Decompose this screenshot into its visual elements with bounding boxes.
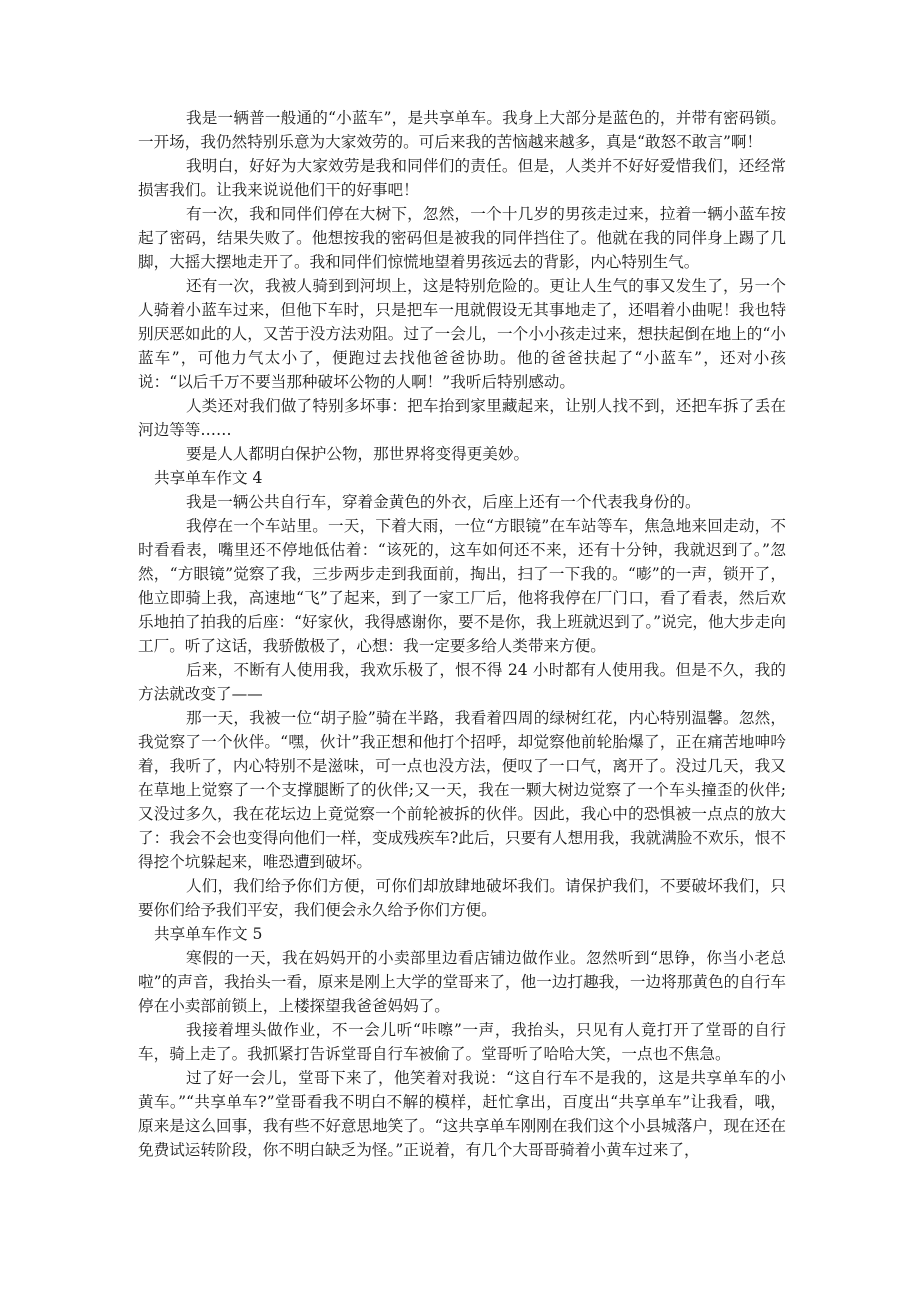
paragraph: 后来，不断有人使用我，我欢乐极了，恨不得 24 小时都有人使用我。但是不久，我的方法就改变了—— (138, 661, 786, 703)
paragraph: 寒假的一天，我在妈妈开的小卖部里边看店铺边做作业。忽然听到“思铮，你当小老总啦”的声音，我抬头一看，原来是刚上大学的堂哥来了，他一边打趣我，一边将那黄色的自行车停在小卖部前锁上，上楼探望我爸爸妈妈了。 (138, 949, 786, 1015)
paragraph: 我接着埋头做作业，不一会儿听“咔嚓”一声，我抬头，只见有人竟打开了堂哥的自行车，骑上走了。我抓紧打告诉堂哥自行车被偷了。堂哥听了哈哈大笑，一点也不焦急。 (138, 1021, 786, 1063)
paragraph: 我是一辆普一般通的“小蓝车”，是共享单车。我身上大部分是蓝色的，并带有密码锁。一开场，我仍然特别乐意为大家效劳的。可后来我的苦恼越来越多，真是“敢怒不敢言”啊！ (138, 109, 786, 151)
paragraph: 我明白，好好为大家效劳是我和同伴们的责任。但是，人类并不好好爱惜我们，还经常损害我们。让我来说说他们干的好事吧！ (138, 157, 786, 199)
paragraph: 要是人人都明白保护公物，那世界将变得更美妙。 (186, 445, 530, 463)
paragraph: 我是一辆公共自行车，穿着金黄色的外衣，后座上还有一个代表我身份的。 (186, 493, 701, 511)
paragraph: 我停在一个车站里。一天，下着大雨，一位“方眼镜”在车站等车，焦急地来回走动，不时看看表，嘴里还不停地低估着：“该死的，这车如何还不来，还有十分钟，我就迟到了。”忽然，“方眼镜”觉察了我，三步两步走到我面前，掏出，扫了一下我的。“嘭”的一声，锁开了，他立即骑上我，高速地“飞”了起来，到了一家工厂后，他将我停在厂门口，看了看表，然后欢乐地拍了拍我的后座：“好家伙，我得感谢你，要不是你，我上班就迟到了。”说完，他大步走向工厂。听了这话，我骄傲极了，心想：我一定要多给人类带来方便。 (138, 517, 786, 655)
section-heading: 共享单车作文 5 (154, 925, 263, 943)
paragraph: 人们，我们给予你们方便，可你们却放肆地破坏我们。请保护我们，不要破坏我们，只要你们给予我们平安，我们便会永久给予你们方便。 (138, 877, 786, 919)
paragraph: 有一次，我和同伴们停在大树下，忽然，一个十几岁的男孩走过来，拉着一辆小蓝车按起了密码，结果失败了。他想按我的密码但是被我的同伴挡住了。他就在我的同伴身上踢了几脚，大摇大摆地走开了。我和同伴们惊慌地望着男孩远去的背影，内心特别生气。 (138, 205, 786, 271)
document-body (138, 106, 786, 1162)
paragraph: 过了好一会儿，堂哥下来了，他笑着对我说：“这自行车不是我的，这是共享单车的小黄车。”“共享单车?”堂哥看我不明白不解的模样，赶忙拿出，百度出“共享单车”让我看，哦，原来是这么回事，我有些不好意思地笑了。“这共享单车刚刚在我们这个小县城落户，现在还在免费试运转阶段，你不明白缺乏为怪。”正说着，有几个大哥哥骑着小黄车过来了， (138, 1069, 786, 1159)
paragraph: 人类还对我们做了特别多坏事：把车抬到家里藏起来，让别人找不到，还把车拆了丢在河边等等…… (138, 397, 786, 439)
paragraph: 那一天，我被一位“胡子脸”骑在半路，我看着四周的绿树红花，内心特别温馨。忽然，我觉察了一个伙伴。“嘿，伙计”我正想和他打个招呼，却觉察他前轮胎爆了，正在痛苦地呻吟着，我听了，内心特别不是滋味，可一点也没方法，便叹了一口气，离开了。没过几天，我又在草地上觉察了一个支撑腿断了的伙伴;又一天，我在一颗大树边觉察了一个车头撞歪的伙伴;又没过多久，我在花坛边上竟觉察一个前轮被拆的伙伴。因此，我心中的恐惧被一点点的放大了：我会不会也变得向他们一样，变成残疾车?此后，只要有人想用我，我就满脸不欢乐，恨不得挖个坑躲起来，唯恐遭到破坏。 (138, 709, 786, 871)
paragraph: 还有一次，我被人骑到到河坝上，这是特别危险的。更让人生气的事又发生了，另一个人骑着小蓝车过来，但他下车时，只是把车一甩就假设无其事地走了，还唱着小曲呢！我也特别厌恶如此的人，又苦于没方法劝阻。过了一会儿，一个小小孩走过来，想扶起倒在地上的“小蓝车”，可他力气太小了，便跑过去找他爸爸协助。他的爸爸扶起了“小蓝车”，还对小孩说：“以后千万不要当那种破坏公物的人啊！”我听后特别感动。 (138, 277, 786, 391)
section-heading: 共享单车作文 4 (154, 469, 263, 487)
